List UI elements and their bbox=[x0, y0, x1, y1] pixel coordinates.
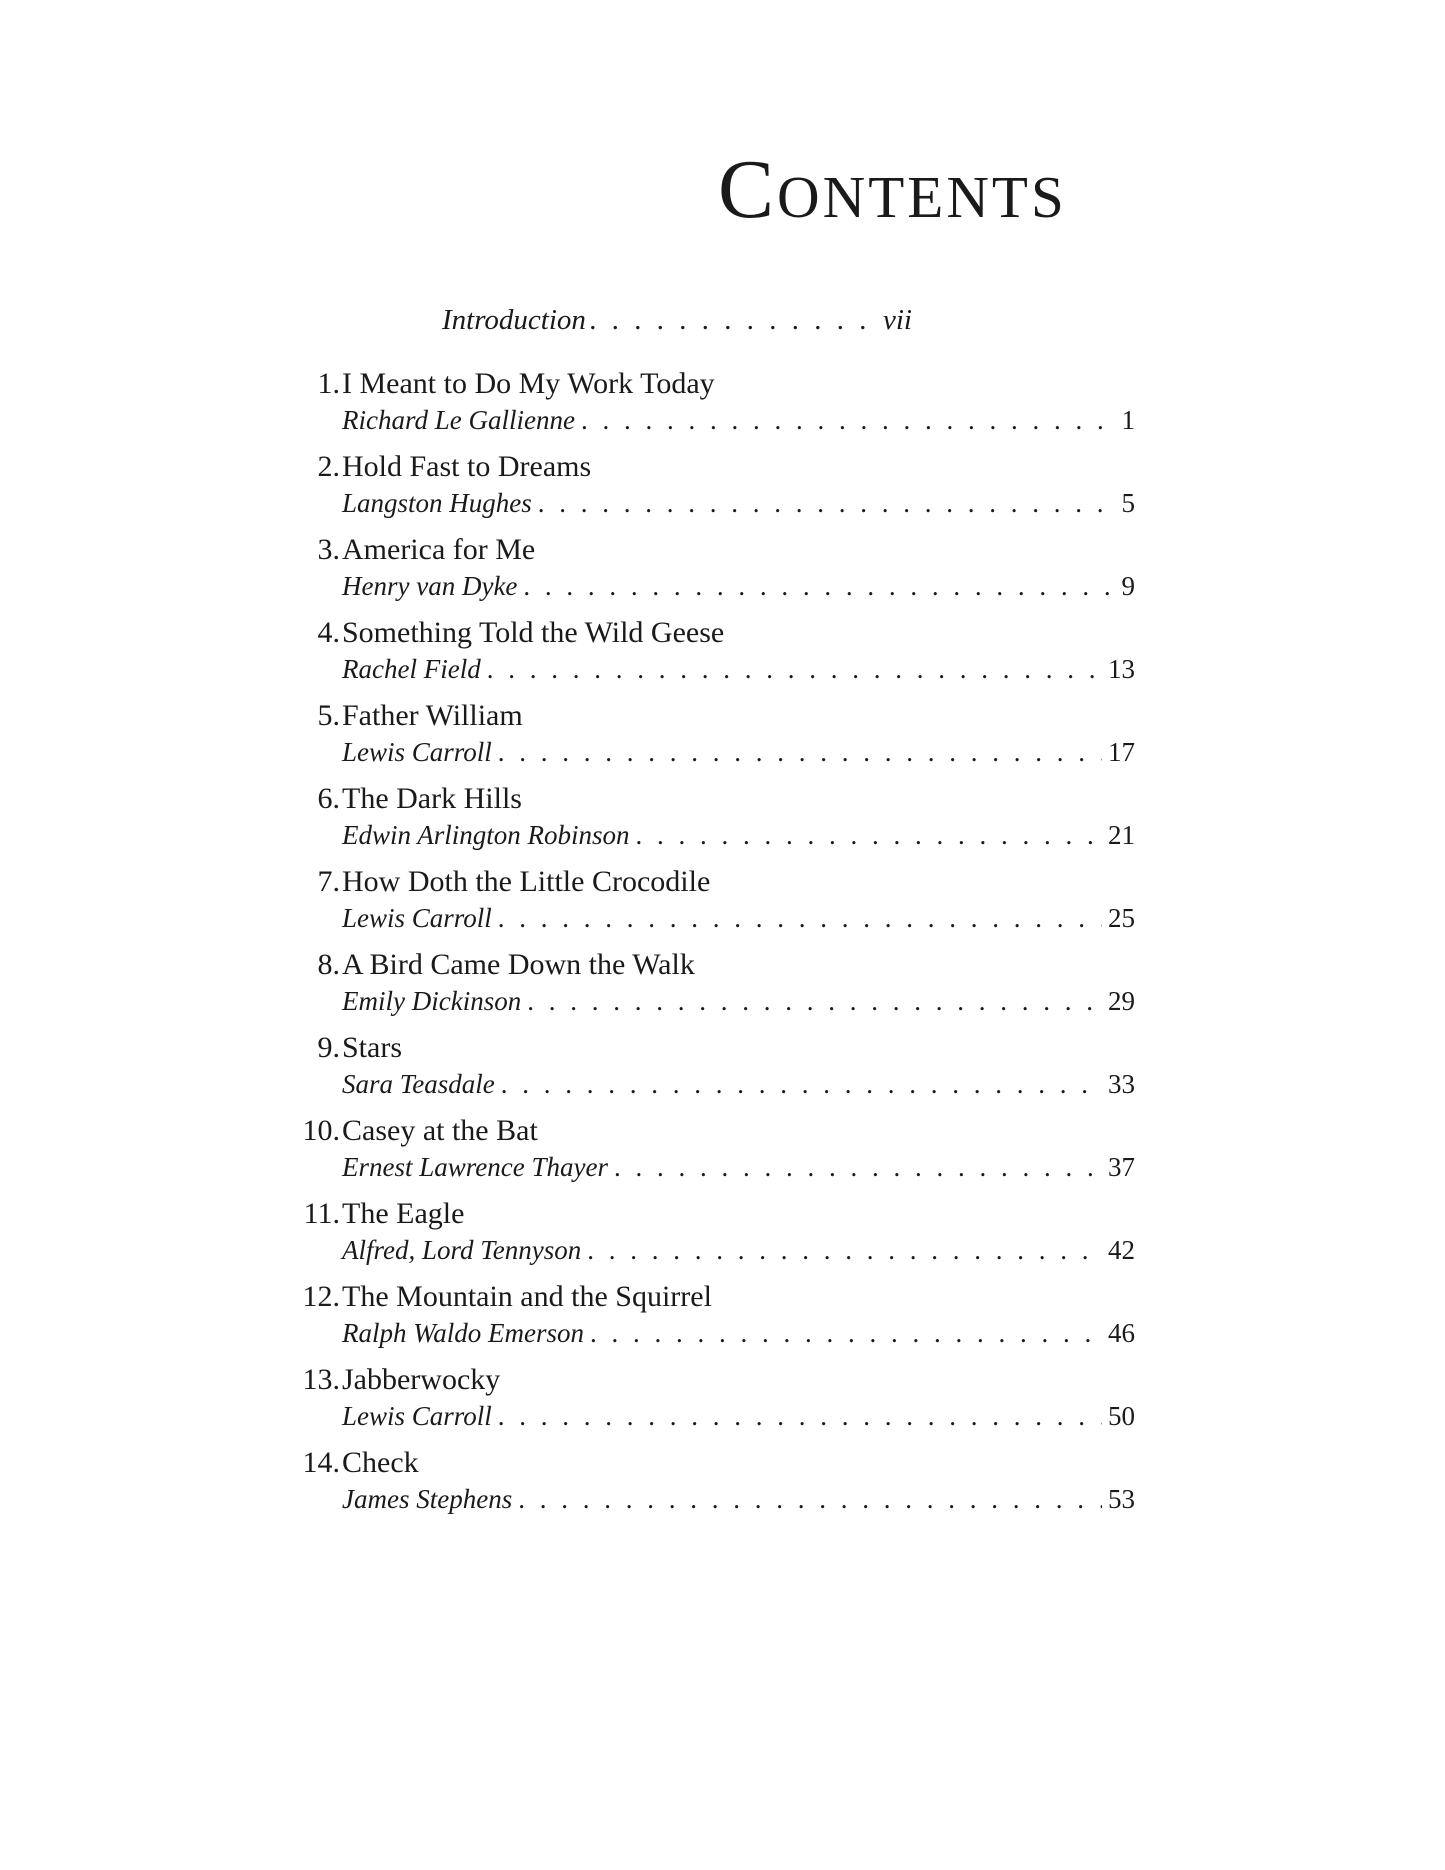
poem-title: A Bird Came Down the Walk bbox=[342, 948, 695, 981]
author-line bbox=[342, 900, 1135, 936]
poem-title: The Eagle bbox=[342, 1197, 465, 1230]
poem-title: Jabberwocky bbox=[342, 1363, 501, 1396]
author-line bbox=[342, 1232, 1135, 1268]
page-number: 33 bbox=[1108, 1069, 1135, 1099]
poem-author: Lewis Carroll bbox=[342, 1401, 492, 1431]
page-number: 9 bbox=[1121, 571, 1135, 601]
page-number: 29 bbox=[1108, 986, 1135, 1016]
page-number: 17 bbox=[1108, 737, 1135, 767]
dot-leader bbox=[518, 1481, 1102, 1517]
toc-entry[interactable] bbox=[280, 1109, 1135, 1192]
dot-leader bbox=[498, 734, 1102, 770]
page-number: 37 bbox=[1108, 1152, 1135, 1182]
dot-leader bbox=[614, 1149, 1102, 1185]
toc-entry[interactable] bbox=[280, 1441, 1135, 1524]
toc-introduction[interactable] bbox=[442, 300, 912, 340]
poem-author: Henry van Dyke bbox=[342, 571, 518, 601]
author-line bbox=[342, 485, 1135, 521]
entry-number: 10. bbox=[302, 1114, 340, 1147]
dot-leader bbox=[636, 817, 1102, 853]
page-number: 25 bbox=[1108, 903, 1135, 933]
author-line bbox=[342, 402, 1135, 438]
poem-title: Casey at the Bat bbox=[342, 1114, 538, 1147]
dot-leader bbox=[587, 1232, 1102, 1268]
poem-author: Rachel Field bbox=[342, 654, 481, 684]
entry-number: 7. bbox=[317, 865, 340, 898]
poem-author: Sara Teasdale bbox=[342, 1069, 495, 1099]
poem-author: Langston Hughes bbox=[342, 488, 532, 518]
dot-leader bbox=[498, 1398, 1102, 1434]
entry-number: 8. bbox=[317, 948, 340, 981]
dot-leader bbox=[590, 1315, 1102, 1351]
dot-leader bbox=[498, 900, 1102, 936]
poem-author: Lewis Carroll bbox=[342, 737, 492, 767]
poem-author: Alfred, Lord Tennyson bbox=[342, 1235, 582, 1265]
poem-title: Check bbox=[342, 1446, 419, 1479]
toc-entry[interactable] bbox=[280, 777, 1135, 860]
poem-author: Emily Dickinson bbox=[342, 986, 522, 1016]
toc-entry[interactable] bbox=[280, 1275, 1135, 1358]
page-number: 46 bbox=[1108, 1318, 1135, 1348]
author-line bbox=[342, 734, 1135, 770]
author-line bbox=[342, 1149, 1135, 1185]
poem-title: Father William bbox=[342, 699, 523, 732]
author-line bbox=[342, 568, 1135, 604]
toc-list bbox=[280, 362, 1135, 1524]
poem-author: Lewis Carroll bbox=[342, 903, 492, 933]
page-title: Contents bbox=[718, 143, 1067, 236]
toc-entry[interactable] bbox=[280, 1192, 1135, 1275]
poem-title: The Dark Hills bbox=[342, 782, 522, 815]
toc-entry[interactable] bbox=[280, 943, 1135, 1026]
page-number: 5 bbox=[1121, 488, 1135, 518]
toc-entry[interactable] bbox=[280, 445, 1135, 528]
author-line bbox=[342, 1481, 1135, 1517]
author-line bbox=[342, 1066, 1135, 1102]
toc-entry[interactable] bbox=[280, 1026, 1135, 1109]
page-number: 1 bbox=[1121, 405, 1135, 435]
dot-leader bbox=[527, 983, 1102, 1019]
page-number: 53 bbox=[1108, 1484, 1135, 1514]
poem-title: Stars bbox=[342, 1031, 402, 1064]
dot-leader bbox=[590, 300, 879, 340]
dot-leader bbox=[487, 651, 1102, 687]
poem-author: James Stephens bbox=[342, 1484, 513, 1514]
dot-leader bbox=[538, 485, 1116, 521]
poem-title: America for Me bbox=[342, 533, 536, 566]
entry-number: 9. bbox=[317, 1031, 340, 1064]
entry-number: 3. bbox=[317, 533, 340, 566]
entry-number: 5. bbox=[317, 699, 340, 732]
entry-number: 4. bbox=[317, 616, 340, 649]
poem-author: Ralph Waldo Emerson bbox=[342, 1318, 584, 1348]
toc-entry[interactable] bbox=[280, 1358, 1135, 1441]
author-line bbox=[342, 1398, 1135, 1434]
introduction-page: vii bbox=[883, 304, 912, 336]
entry-number: 6. bbox=[317, 782, 340, 815]
poem-author: Edwin Arlington Robinson bbox=[342, 820, 630, 850]
author-line bbox=[342, 1315, 1135, 1351]
poem-title: Hold Fast to Dreams bbox=[342, 450, 592, 483]
poem-author: Ernest Lawrence Thayer bbox=[342, 1152, 608, 1182]
introduction-label: Introduction bbox=[442, 304, 586, 336]
page-number: 21 bbox=[1108, 820, 1135, 850]
dot-leader bbox=[523, 568, 1115, 604]
toc-entry[interactable] bbox=[280, 528, 1135, 611]
author-line bbox=[342, 651, 1135, 687]
entry-number: 13. bbox=[302, 1363, 340, 1396]
entry-number: 14. bbox=[302, 1446, 340, 1479]
poem-title: I Meant to Do My Work Today bbox=[342, 367, 715, 400]
page-number: 13 bbox=[1108, 654, 1135, 684]
entry-number: 2. bbox=[317, 450, 340, 483]
page-number: 42 bbox=[1108, 1235, 1135, 1265]
page-number: 50 bbox=[1108, 1401, 1135, 1431]
author-line bbox=[342, 817, 1135, 853]
poem-title: Something Told the Wild Geese bbox=[342, 616, 725, 649]
toc-entry[interactable] bbox=[280, 694, 1135, 777]
author-line bbox=[342, 983, 1135, 1019]
poem-author: Richard Le Gallienne bbox=[342, 405, 575, 435]
entry-number: 1. bbox=[317, 367, 340, 400]
dot-leader bbox=[581, 402, 1116, 438]
toc-entry[interactable] bbox=[280, 362, 1135, 445]
entry-number: 12. bbox=[302, 1280, 340, 1313]
toc-entry[interactable] bbox=[280, 611, 1135, 694]
poem-title: The Mountain and the Squirrel bbox=[342, 1280, 712, 1313]
dot-leader bbox=[501, 1066, 1102, 1102]
entry-number: 11. bbox=[303, 1197, 340, 1230]
toc-entry[interactable] bbox=[280, 860, 1135, 943]
poem-title: How Doth the Little Crocodile bbox=[342, 865, 711, 898]
